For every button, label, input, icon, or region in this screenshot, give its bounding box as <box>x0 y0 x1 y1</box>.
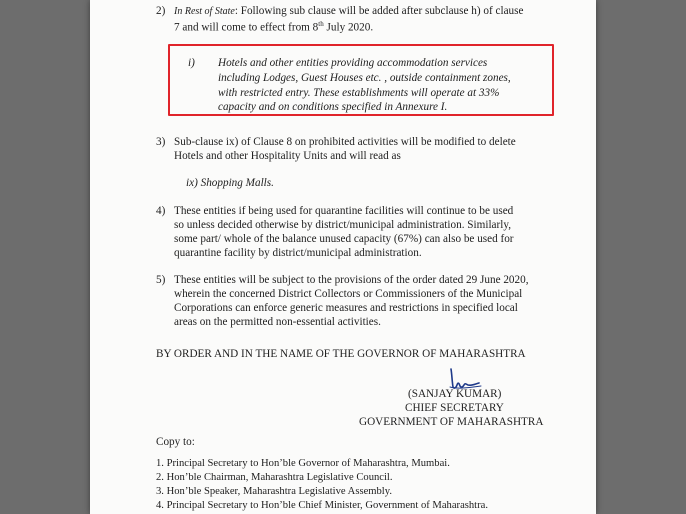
copy-to-item-1: 1. Principal Secretary to Hon’ble Governor of Maharashtra, Mumbai. <box>156 458 450 469</box>
clause-2-line-2 <box>174 20 373 34</box>
clause-5-line-1: These entities will be subject to the provisions of the order dated 29 June 2020, <box>174 274 529 286</box>
clause-2-line-1-text: : Following sub clause will be added after subclause h) of clause <box>234 5 524 17</box>
clause-2-superscript: th <box>318 20 324 28</box>
clause-2-item-line-4: capacity and on conditions specified in Annexure I. <box>218 101 448 113</box>
clause-5-line-4: areas on the permitted non-essential activities. <box>174 316 381 328</box>
clause-2-item-line-1: Hotels and other entities providing accommodation services <box>218 57 488 69</box>
copy-to-item-4: 4. Principal Secretary to Hon’ble Chief Minister, Government of Maharashtra. <box>156 500 489 511</box>
clause-5-line-2: wherein the concerned District Collectors or Commissioners of the Municipal <box>174 288 523 300</box>
clause-2-line-2-tail: July 2020. <box>323 21 374 34</box>
document-page <box>90 0 596 514</box>
clause-4-line-2: so unless decided otherwise by district/municipal administration. Similarly, <box>174 219 512 231</box>
clause-4-line-1: These entities if being used for quarantine facilities will continue to be used <box>174 205 514 217</box>
clause-2-item-line-2: including Lodges, Guest Houses etc. , outside containment zones, <box>218 72 511 84</box>
clause-2-line-2-text: 7 and will come to effect from 8 <box>174 21 319 34</box>
clause-4-line-4: quarantine facility by district/municipal administration. <box>174 247 422 259</box>
clause-2-item-number: i) <box>188 57 195 69</box>
copy-to-item-2: 2. Hon’ble Chairman, Maharashtra Legislative Council. <box>156 472 393 483</box>
clause-5-line-3: Corporations can enforce generic measures and restrictions in specified local <box>174 302 518 314</box>
clause-3-sub-item: ix) Shopping Malls. <box>186 177 274 189</box>
order-line: BY ORDER AND IN THE NAME OF THE GOVERNOR OF MAHARASHTRA <box>156 348 526 360</box>
clause-5-number: 5) <box>156 274 166 286</box>
signatory-title: CHIEF SECRETARY <box>405 402 504 414</box>
copy-to-item-3: 3. Hon’ble Speaker, Maharashtra Legislative Assembly. <box>156 486 393 497</box>
clause-3-number: 3) <box>156 136 166 148</box>
signatory-org: GOVERNMENT OF MAHARASHTRA <box>359 416 544 428</box>
clause-3-line-1: Sub-clause ix) of Clause 8 on prohibited activities will be modified to delete <box>174 136 516 148</box>
clause-3-line-2: Hotels and other Hospitality Units and will read as <box>174 150 401 162</box>
signatory-name: (SANJAY KUMAR) <box>408 388 502 400</box>
copy-to-label: Copy to: <box>156 436 195 448</box>
clause-2-number: 2) <box>156 5 166 17</box>
clause-2-item-line-3: with restricted entry. These establishments will operate at 33% <box>218 87 500 99</box>
clause-4-number: 4) <box>156 205 166 217</box>
clause-2-lead: In Rest of State <box>174 6 235 17</box>
clause-4-line-3: some part/ whole of the balance unused capacity (67%) can also be used for <box>174 233 514 245</box>
clause-2-line-1 <box>174 5 523 17</box>
